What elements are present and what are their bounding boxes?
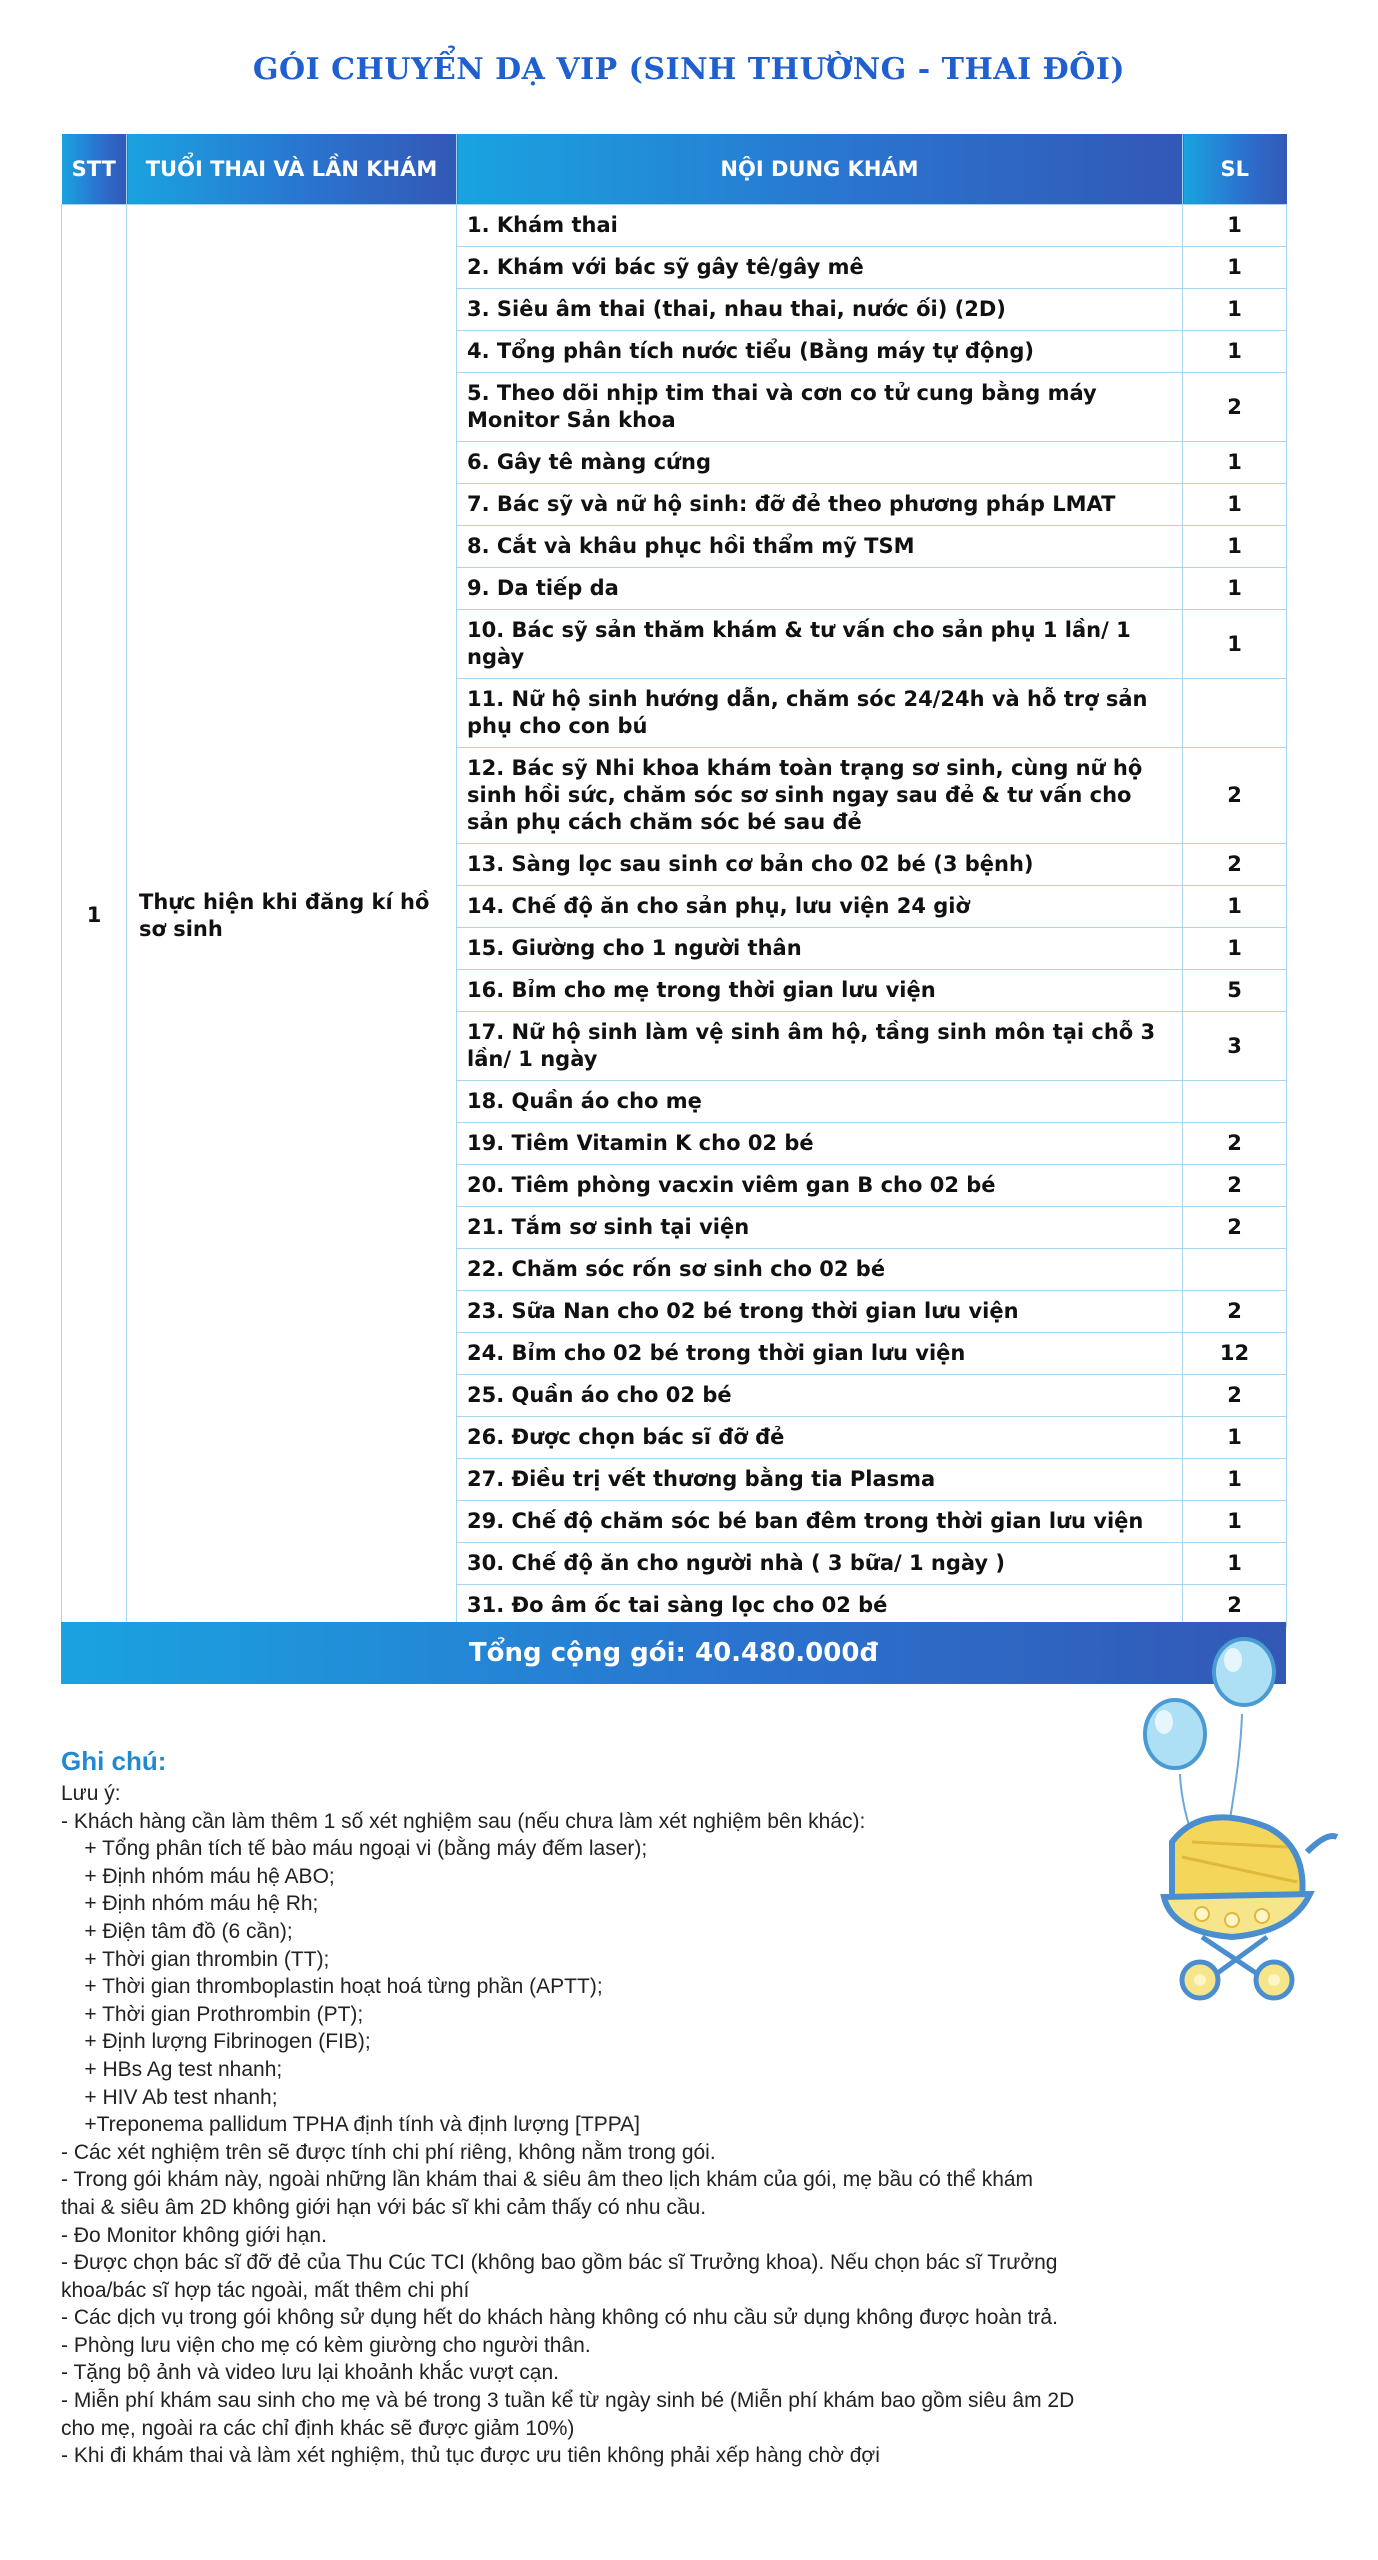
note-line: - Khách hàng cần làm thêm 1 số xét nghiệm sau (nếu chưa làm xét nghiệm bên khác): [61, 1809, 866, 1833]
service-quantity: 2 [1183, 1375, 1287, 1417]
service-quantity: 1 [1183, 442, 1287, 484]
row-stt: 1 [62, 205, 127, 1627]
service-quantity: 1 [1183, 289, 1287, 331]
note-line: - Đo Monitor không giới hạn. [61, 2223, 327, 2247]
service-quantity: 3 [1183, 1012, 1287, 1081]
service-quantity: 1 [1183, 928, 1287, 970]
note-line: - Các dịch vụ trong gói không sử dụng hết do khách hàng không có nhu cầu sử dụng không được hoàn trả. [61, 2306, 1058, 2330]
service-quantity: 1 [1183, 1543, 1287, 1585]
note-line: + Thời gian thromboplastin hoạt hoá từng phần (APTT); [61, 1975, 603, 1999]
note-line: cho mẹ, ngoài ra các chỉ định khác sẽ được giảm 10%) [61, 2416, 575, 2440]
service-quantity: 2 [1183, 1165, 1287, 1207]
service-quantity: 2 [1183, 748, 1287, 844]
service-item: 26. Được chọn bác sĩ đỡ đẻ [457, 1417, 1183, 1459]
service-quantity: 5 [1183, 970, 1287, 1012]
service-item: 11. Nữ hộ sinh hướng dẫn, chăm sóc 24/24h và hỗ trợ sản phụ cho con bú [457, 679, 1183, 748]
header-stt: STT [62, 134, 127, 205]
service-quantity: 2 [1183, 1207, 1287, 1249]
service-quantity: 2 [1183, 1123, 1287, 1165]
notes-list [61, 1780, 1121, 2470]
note-line: + Thời gian thrombin (TT); [61, 1947, 330, 1971]
service-item: 12. Bác sỹ Nhi khoa khám toàn trạng sơ sinh, cùng nữ hộ sinh hồi sức, chăm sóc sơ sinh ngay sau đẻ & tư vấn cho sản phụ cách chăm sóc bé sau đẻ [457, 748, 1183, 844]
baby-stroller-icon [1164, 1817, 1337, 1998]
service-quantity: 1 [1183, 331, 1287, 373]
service-item: 9. Da tiếp da [457, 568, 1183, 610]
service-quantity: 1 [1183, 1501, 1287, 1543]
service-quantity: 2 [1183, 1291, 1287, 1333]
service-item: 25. Quần áo cho 02 bé [457, 1375, 1183, 1417]
note-line: +Treponema pallidum TPHA định tính và định lượng [TPPA] [61, 2113, 640, 2137]
service-quantity: 1 [1183, 610, 1287, 679]
note-line: + Điện tâm đồ (6 cần); [61, 1919, 293, 1943]
service-quantity: 1 [1183, 526, 1287, 568]
service-quantity: 1 [1183, 484, 1287, 526]
header-content: NỘI DUNG KHÁM [457, 134, 1183, 205]
service-item: 20. Tiêm phòng vacxin viêm gan B cho 02 bé [457, 1165, 1183, 1207]
service-item: 15. Giường cho 1 người thân [457, 928, 1183, 970]
service-item: 1. Khám thai [457, 205, 1183, 247]
table-header-row [62, 134, 1287, 205]
service-quantity: 2 [1183, 373, 1287, 442]
service-item: 16. Bỉm cho mẹ trong thời gian lưu viện [457, 970, 1183, 1012]
service-item: 27. Điều trị vết thương bằng tia Plasma [457, 1459, 1183, 1501]
note-line: + HIV Ab test nhanh; [61, 2085, 278, 2109]
note-line: + Thời gian Prothrombin (PT); [61, 2002, 364, 2026]
service-quantity [1183, 1249, 1287, 1291]
header-quantity: SL [1183, 134, 1287, 205]
service-item: 7. Bác sỹ và nữ hộ sinh: đỡ đẻ theo phương pháp LMAT [457, 484, 1183, 526]
service-item: 22. Chăm sóc rốn sơ sinh cho 02 bé [457, 1249, 1183, 1291]
note-line: + Định lượng Fibrinogen (FIB); [61, 2030, 371, 2054]
package-table [61, 134, 1287, 1627]
service-item: 2. Khám với bác sỹ gây tê/gây mê [457, 247, 1183, 289]
service-item: 10. Bác sỹ sản thăm khám & tư vấn cho sản phụ 1 lần/ 1 ngày [457, 610, 1183, 679]
notes-section [61, 1742, 1121, 2470]
stroller-illustration [1052, 1632, 1342, 2002]
service-item: 4. Tổng phân tích nước tiểu (Bằng máy tự động) [457, 331, 1183, 373]
note-line: - Được chọn bác sĩ đỡ đẻ của Thu Cúc TCI (không bao gồm bác sĩ Trưởng khoa). Nếu chọn bác sĩ Trưởng [61, 2251, 1058, 2275]
note-line: + HBs Ag test nhanh; [61, 2057, 283, 2081]
note-line: - Các xét nghiệm trên sẽ được tính chi phí riêng, không nằm trong gói. [61, 2140, 716, 2164]
note-line: + Định nhóm máu hệ Rh; [61, 1892, 319, 1916]
service-item: 13. Sàng lọc sau sinh cơ bản cho 02 bé (3 bệnh) [457, 844, 1183, 886]
package-total: Tổng cộng gói: 40.480.000đ [61, 1622, 1286, 1684]
service-quantity: 2 [1183, 1585, 1287, 1627]
note-line: Lưu ý: [61, 1782, 121, 1805]
service-quantity: 1 [1183, 247, 1287, 289]
service-item: 18. Quần áo cho mẹ [457, 1081, 1183, 1123]
note-line: - Phòng lưu viện cho mẹ có kèm giường cho người thân. [61, 2333, 591, 2357]
service-item: 29. Chế độ chăm sóc bé ban đêm trong thời gian lưu viện [457, 1501, 1183, 1543]
service-quantity: 2 [1183, 844, 1287, 886]
service-item: 24. Bỉm cho 02 bé trong thời gian lưu viện [457, 1333, 1183, 1375]
service-quantity: 1 [1183, 568, 1287, 610]
service-item: 19. Tiêm Vitamin K cho 02 bé [457, 1123, 1183, 1165]
service-item: 30. Chế độ ăn cho người nhà ( 3 bữa/ 1 ngày ) [457, 1543, 1183, 1585]
service-quantity: 1 [1183, 205, 1287, 247]
service-quantity: 1 [1183, 886, 1287, 928]
note-line: thai & siêu âm 2D không giới hạn với bác sĩ khi cảm thấy có nhu cầu. [61, 2195, 707, 2219]
row-stage: Thực hiện khi đăng kí hồ sơ sinh [127, 205, 457, 1627]
service-quantity [1183, 1081, 1287, 1123]
service-item: 6. Gây tê màng cứng [457, 442, 1183, 484]
header-stage: TUỔI THAI VÀ LẦN KHÁM [127, 134, 457, 205]
service-quantity: 1 [1183, 1459, 1287, 1501]
service-item: 21. Tắm sơ sinh tại viện [457, 1207, 1183, 1249]
note-line: khoa/bác sĩ hợp tác ngoài, mất thêm chi phí [61, 2278, 470, 2302]
note-line: + Tổng phân tích tế bào máu ngoại vi (bằng máy đếm laser); [61, 1837, 648, 1861]
service-item: 23. Sữa Nan cho 02 bé trong thời gian lưu viện [457, 1291, 1183, 1333]
note-line: - Khi đi khám thai và làm xét nghiệm, thủ tục được ưu tiên không phải xếp hàng chờ đợi [61, 2444, 880, 2468]
service-item: 3. Siêu âm thai (thai, nhau thai, nước ối) (2D) [457, 289, 1183, 331]
notes-heading: Ghi chú: [61, 1746, 167, 1776]
note-line: - Miễn phí khám sau sinh cho mẹ và bé trong 3 tuần kể từ ngày sinh bé (Miễn phí khám bao gồm siêu âm 2D [61, 2389, 1075, 2413]
service-item: 8. Cắt và khâu phục hồi thẩm mỹ TSM [457, 526, 1183, 568]
page-title: GÓI CHUYỂN DẠ VIP (SINH THƯỜNG - THAI ĐÔI) [252, 52, 1126, 87]
service-item: 5. Theo dõi nhịp tim thai và cơn co tử cung bằng máy Monitor Sản khoa [457, 373, 1183, 442]
service-item: 31. Đo âm ốc tai sàng lọc cho 02 bé [457, 1585, 1183, 1627]
note-line: - Trong gói khám này, ngoài những lần khám thai & siêu âm theo lịch khám của gói, mẹ bầu có thể khám [61, 2168, 1034, 2192]
service-quantity: 12 [1183, 1333, 1287, 1375]
note-line: + Định nhóm máu hệ ABO; [61, 1864, 335, 1888]
service-item: 17. Nữ hộ sinh làm vệ sinh âm hộ, tầng sinh môn tại chỗ 3 lần/ 1 ngày [457, 1012, 1183, 1081]
table-row [62, 205, 1287, 247]
service-item: 14. Chế độ ăn cho sản phụ, lưu viện 24 giờ [457, 886, 1183, 928]
service-quantity [1183, 679, 1287, 748]
note-line: - Tặng bộ ảnh và video lưu lại khoảnh khắc vượt cạn. [61, 2361, 559, 2385]
service-quantity: 1 [1183, 1417, 1287, 1459]
